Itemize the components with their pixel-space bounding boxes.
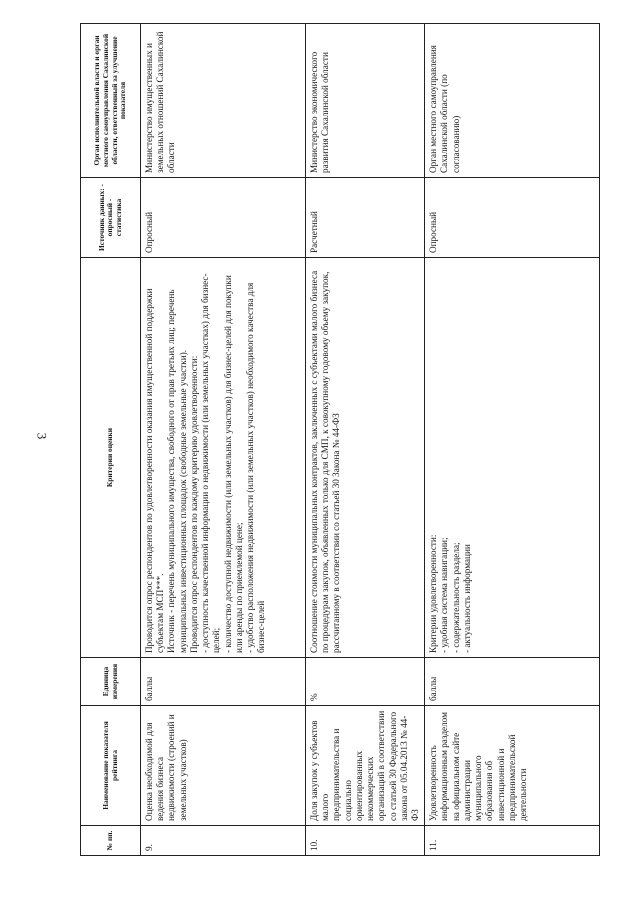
rating-table	[80, 23, 600, 856]
criteria-line: - количество доступной недвижимости (или земельных участков) для бизнес-целей для покупки или аренды по приемлемой цене;	[222, 275, 244, 653]
header-criteria: Критерии оценки	[81, 258, 141, 658]
data-source: Опросный	[425, 178, 600, 258]
table-row	[425, 24, 600, 856]
unit: %	[306, 658, 425, 706]
indicator-name: Удовлетворенность информационным разделом на официальном сайте администрации муниципального образования об инвестиционной и предпринимательской деятельности	[425, 706, 600, 826]
row-number: 10.	[306, 826, 425, 856]
table-header-row	[81, 24, 141, 856]
criteria-line: Критерии удовлетворенности:	[428, 534, 439, 653]
responsible-organ: Министерство имущественных и земельных отношений Сахалинской области	[141, 24, 306, 178]
criteria-line: - актуальность информации	[461, 544, 472, 653]
criteria-line: Соотношение стоимости муниципальных контрактов, заключенных с субъектами малого бизнеса по процедурам закупок, объявленных только для СМП, к совокупному годовому объему закупок, рассчитанному в соответствии со статьей 30 Закона № 44-ФЗ	[309, 270, 342, 653]
data-source: Расчетный	[306, 178, 425, 258]
criteria-line: Проводится опрос респондентов по удовлетворенности оказания имущественной поддержки субъектам МСП***.	[144, 288, 166, 653]
indicator-name: Доля закупок у субъектов малого предпринимательства и социально ориентированных некоммерческих организаций в соответствии со статьей 30 Федерального закона от 05.04.2013 № 44-ФЗ	[306, 706, 425, 826]
criteria-line: Проводится опрос респондентов по каждому критерию удовлетворенности:	[188, 355, 199, 653]
data-source: Опросный	[141, 178, 306, 258]
header-unit: Единица измерения	[81, 658, 141, 706]
header-source: Источник данных: - опросный - статистика	[81, 178, 141, 258]
table-row	[306, 24, 425, 856]
criteria-line: - удобство расположения недвижимости (или земельных участков) необходимого качества для бизнес-целей	[244, 282, 267, 653]
header-organ: Орган исполнительной власти и орган местного самоуправления Сахалинской области, ответственный за улучшение показателя	[81, 24, 141, 178]
criteria-line: - доступность качественной информации о недвижимости (или земельных участках) для бизнес-целей;	[200, 273, 222, 653]
page-number: 3	[34, 432, 50, 440]
criteria-line: - удобная система навигации;	[439, 537, 450, 653]
row-number: 11.	[425, 826, 600, 856]
criteria-line: - содержательность раздела;	[450, 542, 461, 653]
criteria-line: Источник - перечень муниципального имущества, свободного от прав третьих лиц; перечень муниципальных инвестиционных площадок (свободные земельные участки).	[166, 289, 188, 653]
header-name: Наименование показателя рейтинга	[81, 706, 141, 826]
unit: баллы	[141, 658, 306, 706]
unit: баллы	[425, 658, 600, 706]
rotated-page	[80, 24, 592, 856]
header-num: № пп.	[81, 826, 141, 856]
indicator-name: Оценка необходимой для ведения бизнеса недвижимости (строений и земельных участков)	[141, 706, 306, 826]
criteria	[141, 258, 306, 658]
criteria	[425, 258, 600, 658]
responsible-organ: Министерство экономического развития Сахалинской области	[306, 24, 425, 178]
row-number: 9.	[141, 826, 306, 856]
table-row	[141, 24, 306, 856]
responsible-organ: Орган местного самоуправления Сахалинской области (по согласованию)	[425, 24, 600, 178]
criteria	[306, 258, 425, 658]
